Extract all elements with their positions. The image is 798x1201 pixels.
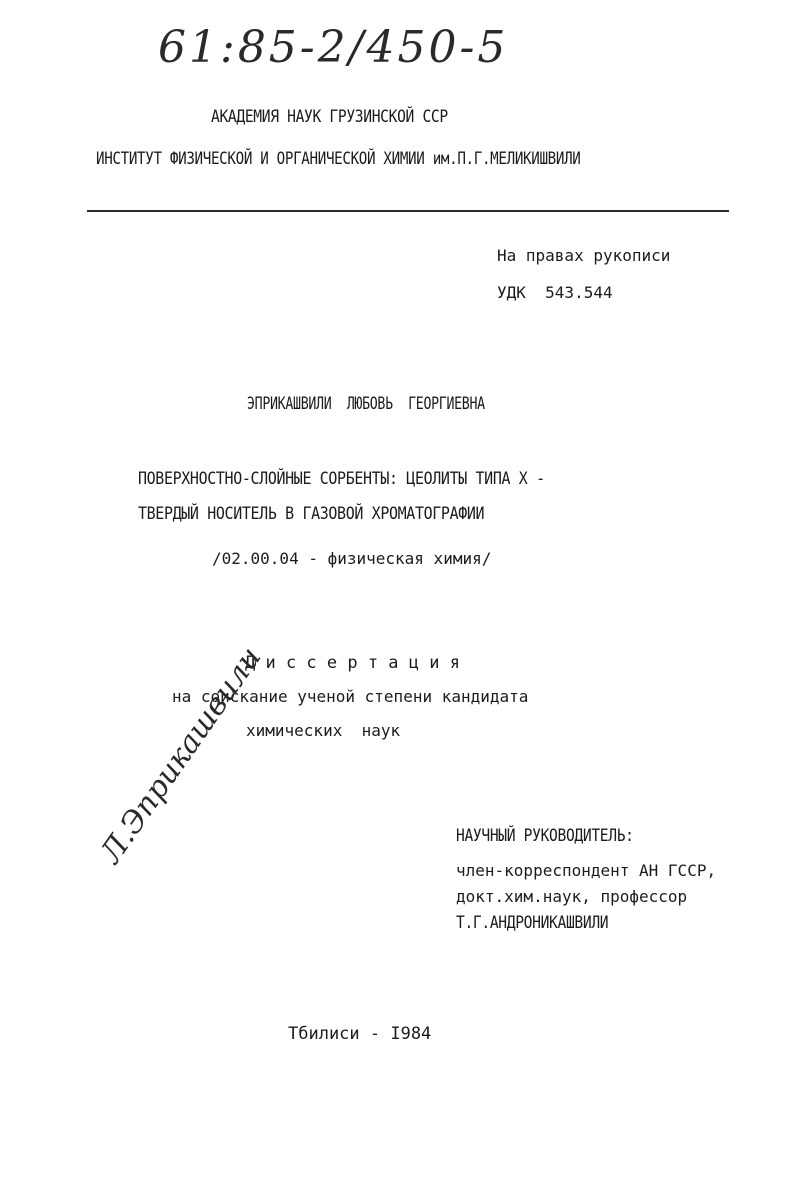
- title-line-2: ТВЕРДЫЙ НОСИТЕЛЬ В ГАЗОВОЙ ХРОМАТОГРАФИИ: [138, 504, 485, 524]
- title-line-1: ПОВЕРХНОСТНО-СЛОЙНЫЕ СОРБЕНТЫ: ЦЕОЛИТЫ ТИПА X -: [138, 469, 545, 489]
- supervisor-name: Т.Г.АНДРОНИКАШВИЛИ: [456, 913, 609, 933]
- supervisor-title: член-корреспондент АН ГССР,: [456, 861, 717, 880]
- author-name: ЭПРИКАШВИЛИ ЛЮБОВЬ ГЕОРГИЕВНА: [247, 394, 485, 414]
- degree-purpose: на соискание ученой степени кандидата: [172, 687, 529, 706]
- institute-name: ИНСТИТУТ ФИЗИЧЕСКОЙ И ОРГАНИЧЕСКОЙ ХИМИИ им.П.Г.МЕЛИКИШВИЛИ: [96, 149, 581, 169]
- archive-number: 61:85-2/450-5: [158, 22, 509, 73]
- supervisor-degree: докт.хим.наук, профессор: [456, 887, 688, 906]
- udc-code: УДК 543.544: [497, 283, 613, 302]
- degree-field: химических наук: [246, 721, 401, 740]
- author-signature: Л.Эприкашвили: [93, 640, 269, 870]
- supervisor-label: НАУЧНЫЙ РУКОВОДИТЕЛЬ:: [456, 826, 634, 846]
- document-kind: Д и с с е р т а ц и я: [245, 653, 460, 673]
- manuscript-rights: На правах рукописи: [497, 246, 671, 265]
- header-divider: [87, 210, 729, 212]
- specialty-code: /02.00.04 - физическая химия/: [212, 549, 492, 568]
- place-and-year: Тбилиси - I984: [288, 1024, 432, 1044]
- academy-name: АКАДЕМИЯ НАУК ГРУЗИНСКОЙ ССР: [211, 107, 448, 127]
